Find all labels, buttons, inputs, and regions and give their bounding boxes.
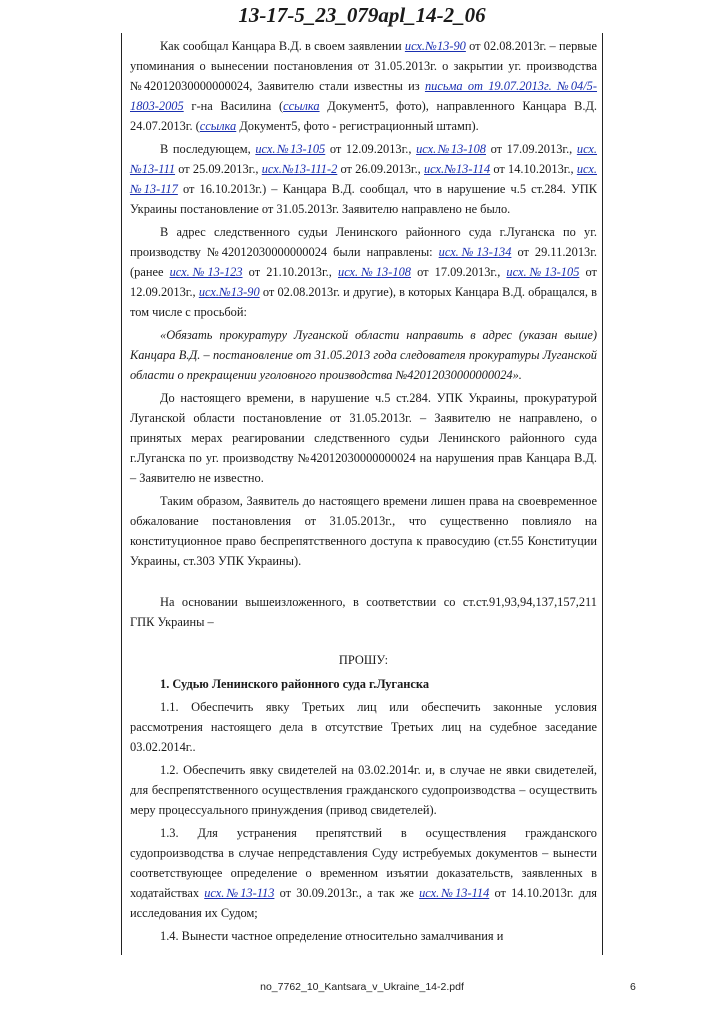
link-ref-13-90-b[interactable]: исх.№13-90 bbox=[198, 285, 260, 299]
left-margin-line bbox=[121, 33, 122, 955]
request-item-1-1: 1.1. Обеспечить явку Третьих лиц или обеспечить законные условия рассмотрения настоящего дела в отсутствие Третьих лиц на судебное заседание 03.02.2014г.. bbox=[130, 700, 597, 754]
link-ref-13-114[interactable]: исх.№13-114 bbox=[423, 162, 491, 176]
link-ref-13-108[interactable]: исх.№13-108 bbox=[416, 142, 487, 156]
link-ref-13-111[interactable]: исх.№13-111 bbox=[130, 142, 598, 176]
document-header-title: 13-17-5_23_079apl_14-2_06 bbox=[238, 3, 486, 27]
link-ref-13-105-b[interactable]: исх.№13-105 bbox=[506, 265, 580, 279]
link-ref-13-90[interactable]: исх.№13-90 bbox=[404, 39, 466, 53]
request-item-1-3: 1.3. Для устранения препятствий в осуществления гражданского судопроизводства в случае непредставления Суду истребуемых документов – вынести соответствующее определение о временном изъятии доказательств, заявленных в ходатайствах исх.№13-113 от 30.09.2013г., а так же исх.№13-114 от 14.10.2013г. для исследования их Судом; bbox=[130, 826, 597, 920]
section-heading-1: 1. Судью Ленинского районного суда г.Луганска bbox=[160, 677, 430, 691]
right-margin-line bbox=[602, 33, 603, 955]
request-item-1-2: 1.2. Обеспечить явку свидетелей на 03.02.2014г. и, в случае не явки свидетелей, для беспрепятственного осуществления гражданского судопроизводства – осуществить меру процессуального принуждения (привод свидетелей). bbox=[130, 763, 597, 817]
document-page bbox=[130, 36, 597, 949]
paragraph-basis: На основании вышеизложенного, в соответствии со ст.ст.91,93,94,137,157,211 ГПК Украины – bbox=[130, 595, 597, 629]
paragraph-statement: Как сообщал Канцара В.Д. в своем заявлении исх.№13-90 от 02.08.2013г. – первые упоминания о вынесении постановления от 31.05.2013г. о закрытии уг. производства №42012030000000024, Заявителю стали известны из письма от 19.07.2013г. №04/5-1803-2005 г-на Василина (ссылка Документ5, фото), направленного Канцара В.Д. 24.07.2013г. (ссылка Документ5, фото - регистрационный штамп). bbox=[130, 39, 598, 133]
link-ref-13-113[interactable]: исх.№13-113 bbox=[204, 886, 275, 900]
request-item-1-4: 1.4. Вынести частное определение относительно замалчивания и bbox=[160, 929, 504, 943]
link-document5-photo[interactable]: ссылка bbox=[283, 99, 320, 113]
link-ref-13-111-2[interactable]: исх.№13-111-2 bbox=[261, 162, 338, 176]
paragraph-conclusion: Таким образом, Заявитель до настоящего времени лишен права на своевременное обжалование постановления от 31.05.2013г., что существенно повлияло на конституционное право беспрепятственного доступа к правосудию (ст.55 Конституции Украины, ст.303 УПК Украины). bbox=[130, 494, 597, 568]
link-ref-13-105[interactable]: исх.№13-105 bbox=[255, 142, 326, 156]
link-ref-13-117[interactable]: исх.№13-117 bbox=[130, 162, 597, 196]
link-document5-stamp[interactable]: ссылка bbox=[199, 119, 237, 133]
link-ref-13-123[interactable]: исх.№13-123 bbox=[169, 265, 243, 279]
paragraph-court-address: В адрес следственного судьи Ленинского районного суда г.Луганска по уг. производству №42012030000000024 были направлены: исх.№13-134 от 29.11.2013г. (ранее исх.№13-123 от 21.10.2013г., исх.№13-108 от 17.09.2013г., исх.№13-105 от 12.09.2013г., исх.№13-90 от 02.08.2013г. и другие), в которых Канцара В.Д. обращался, в том числе с просьбой: bbox=[130, 225, 597, 319]
spacer bbox=[130, 574, 597, 592]
footer-filename: no_7762_10_Kantsara_v_Ukraine_14-2.pdf bbox=[260, 981, 464, 993]
quoted-request: «Обязать прокуратуру Луганской области направить в адрес (указан выше) Канцара В.Д. – постановление от 31.05.2013 года следователя прокуратуры Луганской области о прекращении уголовного производства №42012030000000024». bbox=[130, 328, 597, 382]
request-title: ПРОШУ: bbox=[338, 653, 389, 667]
link-ref-13-134[interactable]: исх.№13-134 bbox=[438, 245, 512, 259]
footer-page-number: 6 bbox=[630, 981, 636, 993]
link-letter-19-07-2013[interactable]: письма от 19.07.2013г. №04/5-1803-2005 bbox=[130, 79, 598, 113]
paragraph-to-date: До настоящего времени, в нарушение ч.5 ст.284. УПК Украины, прокуратурой Луганской области постановление от 31.05.2013г. – Заявителю не направлено, о принятых мерах реагировании следственного судьи Ленинского районного суда г.Луганска по уг. производству №42012030000000024 на нарушения прав Канцара В.Д. – Заявителю не известно. bbox=[130, 391, 597, 485]
link-ref-13-114-b[interactable]: исх.№13-114 bbox=[419, 886, 490, 900]
paragraph-subsequent: В последующем, исх.№13-105 от 12.09.2013г., исх.№13-108 от 17.09.2013г., исх.№13-111 от 25.09.2013г., исх.№13-111-2 от 26.09.2013г., исх.№13-114 от 14.10.2013г., исх.№13-117 от 16.10.2013г.) – Канцара В.Д. сообщал, что в нарушение ч.5 ст.284. УПК Украины постановление от 31.05.2013г. Заявителю направлено не было. bbox=[130, 142, 598, 216]
link-ref-13-108-b[interactable]: исх.№13-108 bbox=[338, 265, 411, 279]
